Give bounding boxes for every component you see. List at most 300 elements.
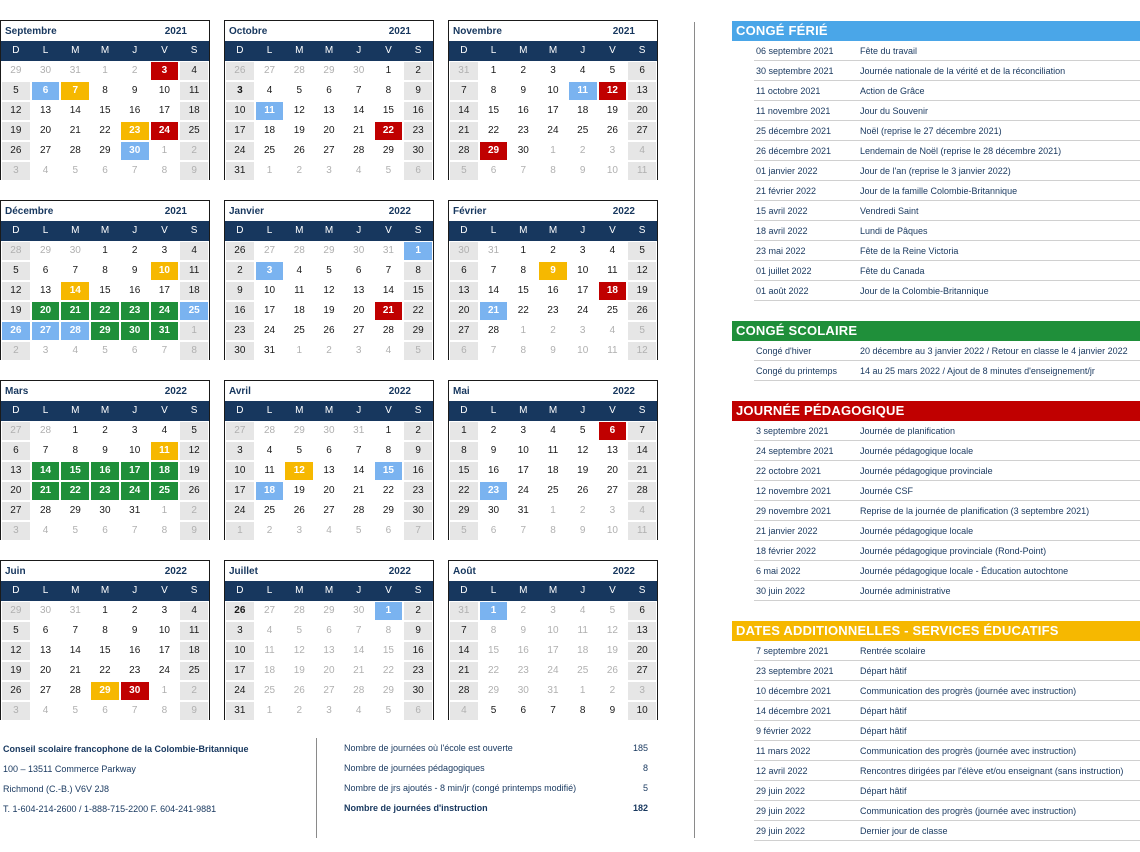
section-spacer <box>732 301 1140 321</box>
day-cell: 9 <box>403 441 433 461</box>
day-cell: 3 <box>538 61 568 81</box>
weekday-label: M <box>519 585 528 596</box>
day-cell: 13 <box>344 281 374 301</box>
day-cell: 12 <box>627 341 657 361</box>
day-cell: 23 <box>403 121 433 141</box>
day-cell: 27 <box>1 421 31 441</box>
day-cell: 3 <box>344 341 374 361</box>
event-row <box>754 41 1140 61</box>
day-cell: 12 <box>1 101 31 121</box>
event-date: 22 octobre 2021 <box>756 466 822 476</box>
weekday-label: V <box>161 585 168 596</box>
days-grid <box>225 61 433 181</box>
day-cell: 16 <box>225 301 255 321</box>
day-cell: 22 <box>60 481 90 501</box>
event-row <box>754 781 1140 801</box>
month-year: 2022 <box>388 565 411 577</box>
day-cell: 24 <box>150 301 180 321</box>
day-cell: 23 <box>120 661 150 681</box>
event-date: 21 janvier 2022 <box>756 526 818 536</box>
day-cell: 12 <box>284 641 314 661</box>
month-calendar <box>0 380 210 540</box>
day-cell: 26 <box>284 141 314 161</box>
event-date: 7 septembre 2021 <box>756 646 829 656</box>
event-date: 18 février 2022 <box>756 546 817 556</box>
weekday-label: M <box>519 405 528 416</box>
days-grid <box>1 421 209 541</box>
day-cell: 11 <box>255 101 285 121</box>
day-cell: 18 <box>255 481 285 501</box>
day-cell: 20 <box>31 121 61 141</box>
day-cell: 28 <box>60 681 90 701</box>
stat-value: 185 <box>632 743 648 753</box>
weekday-label: V <box>609 405 616 416</box>
event-row <box>754 81 1140 101</box>
day-cell: 13 <box>449 281 479 301</box>
day-cell: 7 <box>479 341 509 361</box>
day-cell: 29 <box>1 601 31 621</box>
weekday-label: V <box>385 405 392 416</box>
day-cell: 31 <box>255 341 285 361</box>
day-cell: 4 <box>31 701 61 721</box>
day-cell: 30 <box>120 321 150 341</box>
day-cell: 30 <box>90 501 120 521</box>
day-cell: 8 <box>403 261 433 281</box>
day-cell: 10 <box>598 521 628 541</box>
day-cell: 11 <box>255 641 285 661</box>
event-date: 10 décembre 2021 <box>756 686 832 696</box>
day-cell: 11 <box>179 261 209 281</box>
weekday-label: S <box>638 585 646 596</box>
weekday-label: M <box>324 405 334 416</box>
day-cell: 1 <box>449 421 479 441</box>
day-cell: 22 <box>374 661 404 681</box>
weekday-header <box>449 581 657 601</box>
day-cell: 8 <box>374 441 404 461</box>
month-year: 2022 <box>612 565 635 577</box>
day-cell: 16 <box>120 101 150 121</box>
divider <box>694 22 695 838</box>
month-header <box>1 21 209 41</box>
event-row <box>754 61 1140 81</box>
day-cell: 3 <box>1 701 31 721</box>
weekday-header <box>449 221 657 241</box>
day-cell: 16 <box>403 461 433 481</box>
day-cell: 29 <box>314 241 344 261</box>
day-cell: 24 <box>255 321 285 341</box>
day-cell: 27 <box>31 321 61 341</box>
day-cell: 1 <box>90 601 120 621</box>
day-cell: 17 <box>225 481 255 501</box>
event-row <box>754 441 1140 461</box>
stat-row <box>344 760 650 780</box>
event-description: Fête du Canada <box>860 266 925 276</box>
event-date: 06 septembre 2021 <box>756 46 834 56</box>
day-cell: 18 <box>255 661 285 681</box>
day-cell: 1 <box>374 421 404 441</box>
day-cell: 3 <box>284 521 314 541</box>
day-cell: 31 <box>449 61 479 81</box>
day-cell: 8 <box>479 81 509 101</box>
day-cell: 6 <box>403 161 433 181</box>
weekday-label: V <box>385 225 392 236</box>
day-cell: 4 <box>449 701 479 721</box>
section-rows <box>754 421 1140 601</box>
month-header <box>225 561 433 581</box>
day-cell: 9 <box>538 261 568 281</box>
day-cell: 9 <box>538 341 568 361</box>
weekday-label: M <box>295 405 304 416</box>
day-cell: 5 <box>627 321 657 341</box>
event-row <box>754 281 1140 301</box>
day-cell: 9 <box>225 281 255 301</box>
event-row <box>754 221 1140 241</box>
day-cell: 4 <box>598 321 628 341</box>
day-cell: 2 <box>179 681 209 701</box>
day-cell: 26 <box>1 141 31 161</box>
day-cell: 4 <box>255 441 285 461</box>
month-calendar <box>448 560 658 720</box>
day-cell: 28 <box>374 321 404 341</box>
day-cell: 27 <box>627 661 657 681</box>
days-grid <box>1 241 209 361</box>
event-row <box>754 681 1140 701</box>
section-title: JOURNÉE PÉDAGOGIQUE <box>732 401 1140 421</box>
weekday-header <box>225 41 433 61</box>
day-cell: 20 <box>627 641 657 661</box>
weekday-label: M <box>519 45 528 56</box>
section-rows <box>754 341 1140 381</box>
event-description: Lendemain de Noël (reprise le 28 décembre 2021) <box>860 146 1062 156</box>
day-cell: 15 <box>374 101 404 121</box>
day-cell: 30 <box>449 241 479 261</box>
organization-info <box>3 742 249 822</box>
event-row <box>754 761 1140 781</box>
month-header <box>1 381 209 401</box>
month-year: 2022 <box>612 385 635 397</box>
event-description: Communication des progrès (journée avec instruction) <box>860 686 1077 696</box>
day-cell: 3 <box>150 601 180 621</box>
weekday-label: L <box>266 405 273 416</box>
day-cell: 6 <box>1 441 31 461</box>
weekday-label: M <box>295 45 304 56</box>
day-cell: 30 <box>60 241 90 261</box>
day-cell: 30 <box>479 501 509 521</box>
day-cell: 4 <box>31 521 61 541</box>
day-cell: 27 <box>31 681 61 701</box>
day-cell: 27 <box>31 141 61 161</box>
day-cell: 7 <box>538 701 568 721</box>
day-cell: 12 <box>284 101 314 121</box>
day-cell: 18 <box>179 281 209 301</box>
day-cell: 5 <box>179 421 209 441</box>
event-description: Fête du travail <box>860 46 918 56</box>
day-cell: 1 <box>255 701 285 721</box>
stat-label: Nombre de journées où l'école est ouverte <box>344 743 513 753</box>
day-cell: 27 <box>627 121 657 141</box>
day-cell: 7 <box>120 521 150 541</box>
month-calendar <box>224 560 434 720</box>
day-cell: 24 <box>150 121 180 141</box>
event-row <box>754 361 1140 381</box>
day-cell: 28 <box>627 481 657 501</box>
month-name: Mars <box>5 385 29 397</box>
day-cell: 9 <box>403 81 433 101</box>
calendar-grid <box>0 20 660 740</box>
weekday-label: D <box>460 405 468 416</box>
weekday-label: S <box>638 405 646 416</box>
day-cell: 1 <box>374 601 404 621</box>
day-cell: 13 <box>627 621 657 641</box>
day-cell: 30 <box>120 141 150 161</box>
weekday-header <box>1 221 209 241</box>
day-cell: 25 <box>538 481 568 501</box>
weekday-label: D <box>12 225 20 236</box>
event-date: 12 novembre 2021 <box>756 486 832 496</box>
day-cell: 28 <box>284 601 314 621</box>
day-cell: 13 <box>31 281 61 301</box>
footer-divider <box>316 738 317 838</box>
event-description: Journée pédagogique provinciale (Rond-Point) <box>860 546 1047 556</box>
org-address-line1: 100 – 13511 Commerce Parkway <box>3 764 136 774</box>
day-cell: 6 <box>627 61 657 81</box>
day-cell: 26 <box>568 481 598 501</box>
day-cell: 29 <box>479 681 509 701</box>
stats-summary <box>344 740 650 820</box>
day-cell: 22 <box>449 481 479 501</box>
day-cell: 11 <box>179 621 209 641</box>
day-cell: 31 <box>449 601 479 621</box>
day-cell: 7 <box>150 341 180 361</box>
day-cell: 27 <box>314 681 344 701</box>
day-cell: 28 <box>284 61 314 81</box>
day-cell: 7 <box>403 521 433 541</box>
day-cell: 15 <box>479 641 509 661</box>
day-cell: 2 <box>120 601 150 621</box>
month-year: 2022 <box>388 385 411 397</box>
day-cell: 20 <box>1 481 31 501</box>
day-cell: 8 <box>150 521 180 541</box>
day-cell: 29 <box>403 321 433 341</box>
day-cell: 19 <box>179 461 209 481</box>
day-cell: 12 <box>284 461 314 481</box>
day-cell: 3 <box>31 341 61 361</box>
weekday-label: M <box>100 225 110 236</box>
day-cell: 30 <box>344 241 374 261</box>
day-cell: 19 <box>598 101 628 121</box>
day-cell: 4 <box>179 61 209 81</box>
event-description: 20 décembre au 3 janvier 2022 / Retour en classe le 4 janvier 2022 <box>860 346 1128 356</box>
day-cell: 9 <box>179 701 209 721</box>
day-cell: 2 <box>508 61 538 81</box>
day-cell: 1 <box>284 341 314 361</box>
day-cell: 9 <box>120 261 150 281</box>
day-cell: 13 <box>314 641 344 661</box>
day-cell: 28 <box>284 241 314 261</box>
day-cell: 29 <box>314 601 344 621</box>
day-cell: 26 <box>1 681 31 701</box>
day-cell: 28 <box>344 501 374 521</box>
weekday-label: M <box>519 225 528 236</box>
event-row <box>754 801 1140 821</box>
day-cell: 30 <box>120 681 150 701</box>
day-cell: 13 <box>31 641 61 661</box>
day-cell: 4 <box>150 421 180 441</box>
weekday-header <box>449 41 657 61</box>
day-cell: 6 <box>374 521 404 541</box>
day-cell: 6 <box>479 521 509 541</box>
day-cell: 31 <box>120 501 150 521</box>
weekday-label: M <box>324 225 334 236</box>
day-cell: 18 <box>538 461 568 481</box>
weekday-label: V <box>161 405 168 416</box>
day-cell: 29 <box>479 141 509 161</box>
day-cell: 14 <box>627 441 657 461</box>
weekday-label: J <box>580 45 586 56</box>
days-grid <box>449 61 657 181</box>
day-cell: 26 <box>314 321 344 341</box>
day-cell: 18 <box>179 641 209 661</box>
event-description: Lundi de Pâques <box>860 226 928 236</box>
day-cell: 13 <box>1 461 31 481</box>
section-spacer <box>732 601 1140 621</box>
month-calendar <box>448 200 658 360</box>
day-cell: 11 <box>179 81 209 101</box>
day-cell: 6 <box>90 161 120 181</box>
event-date: 24 septembre 2021 <box>756 446 834 456</box>
day-cell: 10 <box>598 161 628 181</box>
day-cell: 18 <box>598 281 628 301</box>
weekday-label: S <box>190 225 198 236</box>
day-cell: 10 <box>255 281 285 301</box>
event-date: 12 avril 2022 <box>756 766 808 776</box>
event-row <box>754 521 1140 541</box>
month-name: Février <box>453 205 487 217</box>
weekday-label: M <box>71 225 80 236</box>
event-date: 11 octobre 2021 <box>756 86 821 96</box>
event-date: 21 février 2022 <box>756 186 817 196</box>
month-header <box>449 21 657 41</box>
weekday-label: D <box>460 45 468 56</box>
weekday-label: L <box>266 225 273 236</box>
day-cell: 3 <box>1 161 31 181</box>
day-cell: 30 <box>403 141 433 161</box>
day-cell: 29 <box>90 321 120 341</box>
day-cell: 5 <box>284 441 314 461</box>
day-cell: 15 <box>60 461 90 481</box>
day-cell: 3 <box>314 701 344 721</box>
day-cell: 27 <box>1 501 31 521</box>
weekday-label: J <box>580 585 586 596</box>
event-description: Rencontres dirigées par l'élève et/ou enseignant (sans instruction) <box>860 766 1124 776</box>
days-grid <box>449 421 657 541</box>
day-cell: 27 <box>314 141 344 161</box>
day-cell: 20 <box>344 301 374 321</box>
weekday-label: M <box>71 405 80 416</box>
day-cell: 9 <box>90 441 120 461</box>
day-cell: 2 <box>403 601 433 621</box>
event-description: Reprise de la journée de planification (3 septembre 2021) <box>860 506 1090 516</box>
weekday-label: V <box>609 45 616 56</box>
weekday-label: L <box>490 225 497 236</box>
day-cell: 17 <box>150 641 180 661</box>
month-calendar <box>0 20 210 180</box>
day-cell: 29 <box>284 421 314 441</box>
org-address-line2: Richmond (C.-B.) V6V 2J8 <box>3 784 110 794</box>
day-cell: 2 <box>255 521 285 541</box>
event-description: Communication des progrès (journée avec instruction) <box>860 806 1077 816</box>
day-cell: 18 <box>284 301 314 321</box>
day-cell: 2 <box>538 321 568 341</box>
day-cell: 4 <box>284 261 314 281</box>
day-cell: 5 <box>60 701 90 721</box>
day-cell: 17 <box>255 301 285 321</box>
day-cell: 11 <box>255 461 285 481</box>
day-cell: 6 <box>314 81 344 101</box>
day-cell: 27 <box>255 601 285 621</box>
day-cell: 20 <box>627 101 657 121</box>
day-cell: 17 <box>568 281 598 301</box>
weekday-label: J <box>356 225 362 236</box>
day-cell: 9 <box>508 621 538 641</box>
weekday-label: D <box>236 45 244 56</box>
weekday-label: S <box>414 45 422 56</box>
weekday-label: M <box>295 585 304 596</box>
day-cell: 26 <box>179 481 209 501</box>
day-cell: 21 <box>479 301 509 321</box>
day-cell: 11 <box>627 521 657 541</box>
day-cell: 1 <box>508 321 538 341</box>
day-cell: 26 <box>225 601 255 621</box>
day-cell: 21 <box>344 121 374 141</box>
event-description: Journée pédagogique locale <box>860 446 974 456</box>
weekday-header <box>225 401 433 421</box>
weekday-label: V <box>609 585 616 596</box>
day-cell: 25 <box>568 121 598 141</box>
day-cell: 1 <box>479 61 509 81</box>
day-cell: 1 <box>150 681 180 701</box>
day-cell: 10 <box>538 81 568 101</box>
org-phones: T. 1-604-214-2600 / 1-888-715-2200 F. 604-241-9881 <box>3 804 217 814</box>
weekday-label: M <box>324 45 334 56</box>
event-description: Départ hâtif <box>860 666 907 676</box>
weekday-label: M <box>548 45 558 56</box>
weekday-label: V <box>161 225 168 236</box>
event-description: Journée pédagogique provinciale <box>860 466 993 476</box>
day-cell: 1 <box>179 321 209 341</box>
event-description: Noël (reprise le 27 décembre 2021) <box>860 126 1002 136</box>
day-cell: 31 <box>479 241 509 261</box>
day-cell: 5 <box>344 521 374 541</box>
day-cell: 2 <box>479 421 509 441</box>
day-cell: 26 <box>284 501 314 521</box>
day-cell: 8 <box>90 261 120 281</box>
day-cell: 10 <box>150 261 180 281</box>
weekday-header <box>1 41 209 61</box>
days-grid <box>1 601 209 721</box>
day-cell: 29 <box>374 141 404 161</box>
day-cell: 2 <box>314 341 344 361</box>
stat-value: 182 <box>632 803 648 813</box>
event-row <box>754 241 1140 261</box>
day-cell: 1 <box>60 421 90 441</box>
day-cell: 15 <box>479 101 509 121</box>
day-cell: 21 <box>60 121 90 141</box>
month-calendar <box>224 380 434 540</box>
day-cell: 4 <box>627 141 657 161</box>
day-cell: 12 <box>627 261 657 281</box>
day-cell: 23 <box>120 121 150 141</box>
